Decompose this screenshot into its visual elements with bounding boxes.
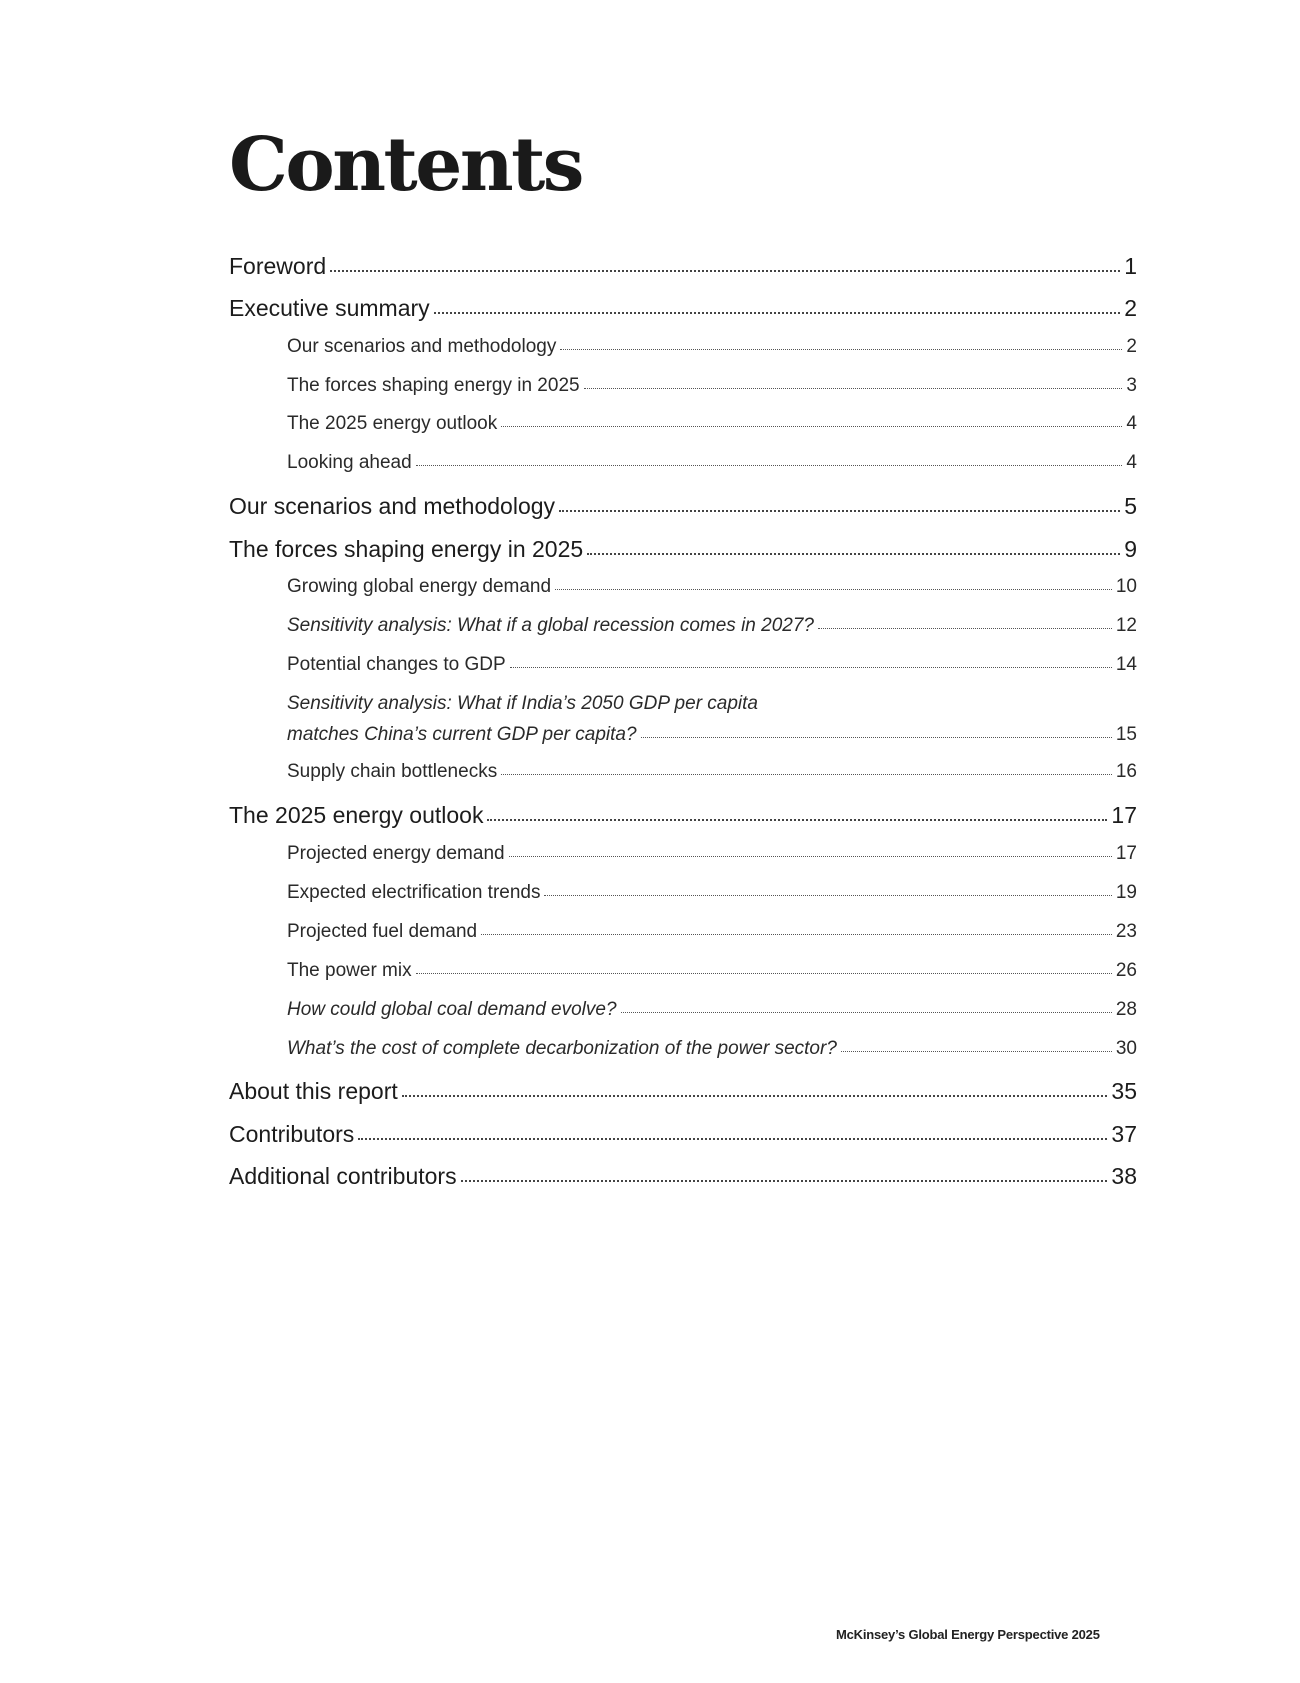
dot-leader: [544, 895, 1111, 896]
toc-entry-page: 38: [1111, 1163, 1137, 1189]
toc-entry-page: 15: [1115, 724, 1137, 745]
toc-entry-supply-chain[interactable]: [287, 761, 1137, 783]
toc-entry-page: 17: [1115, 843, 1137, 864]
dot-leader: [510, 667, 1112, 668]
dot-leader: [481, 934, 1112, 935]
toc-entry-page: 4: [1126, 413, 1137, 434]
dot-leader: [641, 737, 1112, 738]
toc-entry-sensitivity-recession[interactable]: [287, 615, 1137, 637]
dot-leader: [358, 1138, 1107, 1140]
toc-entry-title: Growing global energy demand: [287, 576, 552, 597]
toc-entry-page: 26: [1115, 960, 1137, 981]
dot-leader: [501, 426, 1122, 427]
toc-entry-title: The forces shaping energy in 2025: [229, 536, 584, 562]
toc-entry-page: 23: [1115, 921, 1137, 942]
toc-entry-title: How could global coal demand evolve?: [287, 999, 617, 1020]
dot-leader: [416, 973, 1112, 974]
toc-entry-title: Supply chain bottlenecks: [287, 761, 498, 782]
dot-leader: [841, 1051, 1112, 1052]
dot-leader: [584, 388, 1123, 389]
toc-entry-page: 2: [1124, 295, 1137, 321]
dot-leader: [818, 628, 1112, 629]
toc-entry-power-mix[interactable]: [287, 960, 1137, 982]
toc-entry-executive-summary[interactable]: [229, 295, 1137, 322]
toc-entry-projected-fuel-demand[interactable]: [287, 921, 1137, 943]
toc-entry-page: 1: [1124, 253, 1137, 279]
dot-leader: [461, 1180, 1108, 1182]
toc-entry-page: 30: [1115, 1038, 1137, 1059]
toc-entry-looking-ahead[interactable]: [287, 452, 1137, 474]
toc-entry-title: Executive summary: [229, 295, 430, 321]
dot-leader: [555, 589, 1112, 590]
toc-entry-title: What’s the cost of complete decarbonization of the power sector?: [287, 1038, 837, 1059]
toc-entry-title: Looking ahead: [287, 452, 412, 473]
dot-leader: [501, 774, 1112, 775]
toc-entry-page: 10: [1115, 576, 1137, 597]
toc-entry-projected-energy-demand[interactable]: [287, 843, 1137, 865]
dot-leader: [587, 553, 1120, 555]
toc-entry-title: The 2025 energy outlook: [229, 802, 484, 828]
dot-leader: [560, 349, 1122, 350]
toc-entry-title: Sensitivity analysis: What if a global recession comes in 2027?: [287, 615, 814, 636]
toc-entry-scenarios-summary[interactable]: [287, 336, 1137, 358]
toc-entry-page: 9: [1124, 536, 1137, 562]
toc-entry-title: Additional contributors: [229, 1163, 457, 1189]
toc-entry-contributors[interactable]: [229, 1121, 1137, 1148]
dot-leader: [330, 270, 1120, 272]
toc-entry-page: 2: [1126, 336, 1137, 357]
dot-leader: [416, 465, 1123, 466]
toc-entry-title: Our scenarios and methodology: [287, 336, 557, 357]
toc-entry-title: The 2025 energy outlook: [287, 413, 498, 434]
toc-entry-coal-demand[interactable]: [287, 999, 1137, 1021]
toc-entry-page: 19: [1115, 882, 1137, 903]
toc-entry-gdp-changes[interactable]: [287, 654, 1137, 676]
dot-leader: [487, 819, 1107, 821]
dot-leader: [434, 312, 1121, 314]
toc-entry-outlook-summary[interactable]: [287, 413, 1137, 435]
toc-entry-foreword[interactable]: [229, 253, 1137, 280]
toc-entry-electrification-trends[interactable]: [287, 882, 1137, 904]
toc-entry-page: 17: [1111, 802, 1137, 828]
toc-entry-page: 5: [1124, 493, 1137, 519]
toc-entry-global-energy-demand[interactable]: [287, 576, 1137, 598]
toc-entry-page: 28: [1115, 999, 1137, 1020]
toc-entry-title: Expected electrification trends: [287, 882, 541, 903]
toc-entry-decarbonization-cost[interactable]: [287, 1038, 1137, 1060]
toc-entry-page: 12: [1115, 615, 1137, 636]
toc-entry-scenarios-methodology[interactable]: [229, 493, 1137, 520]
toc-entry-title: Potential changes to GDP: [287, 654, 506, 675]
toc-entry-page: 37: [1111, 1121, 1137, 1147]
toc-entry-title: The forces shaping energy in 2025: [287, 375, 580, 396]
toc-entry-title: The power mix: [287, 960, 412, 981]
dot-leader: [402, 1095, 1108, 1097]
toc-entry-sensitivity-india-gdp[interactable]: [287, 693, 1137, 746]
toc-entry-forces-summary[interactable]: [287, 375, 1137, 397]
toc-entry-title: Foreword: [229, 253, 327, 279]
toc-entry-about-report[interactable]: [229, 1078, 1137, 1105]
dot-leader: [559, 510, 1120, 512]
toc-entry-title: Contributors: [229, 1121, 355, 1147]
toc-entry-title: About this report: [229, 1078, 398, 1104]
toc-entry-page: 3: [1126, 375, 1137, 396]
toc-entry-page: 14: [1115, 654, 1137, 675]
page-footer: McKinsey’s Global Energy Perspective 2025: [836, 1627, 1100, 1642]
toc-entry-title: matches China’s current GDP per capita?: [287, 724, 637, 745]
dot-leader: [621, 1012, 1112, 1013]
toc-entry-page: 35: [1111, 1078, 1137, 1104]
toc-entry-page: 4: [1126, 452, 1137, 473]
toc-entry-title: Projected fuel demand: [287, 921, 478, 942]
toc-entry-additional-contributors[interactable]: [229, 1163, 1137, 1190]
toc-entry-forces-shaping-energy[interactable]: [229, 536, 1137, 563]
toc-entry-title-line1: Sensitivity analysis: What if India’s 2050 GDP per capita: [287, 693, 759, 714]
toc-entry-energy-outlook[interactable]: [229, 802, 1137, 829]
toc-entry-title: Our scenarios and methodology: [229, 493, 556, 519]
toc-entry-page: 16: [1115, 761, 1137, 782]
toc-entry-title: Projected energy demand: [287, 843, 505, 864]
dot-leader: [509, 856, 1112, 857]
page-title: Contents: [229, 122, 582, 208]
